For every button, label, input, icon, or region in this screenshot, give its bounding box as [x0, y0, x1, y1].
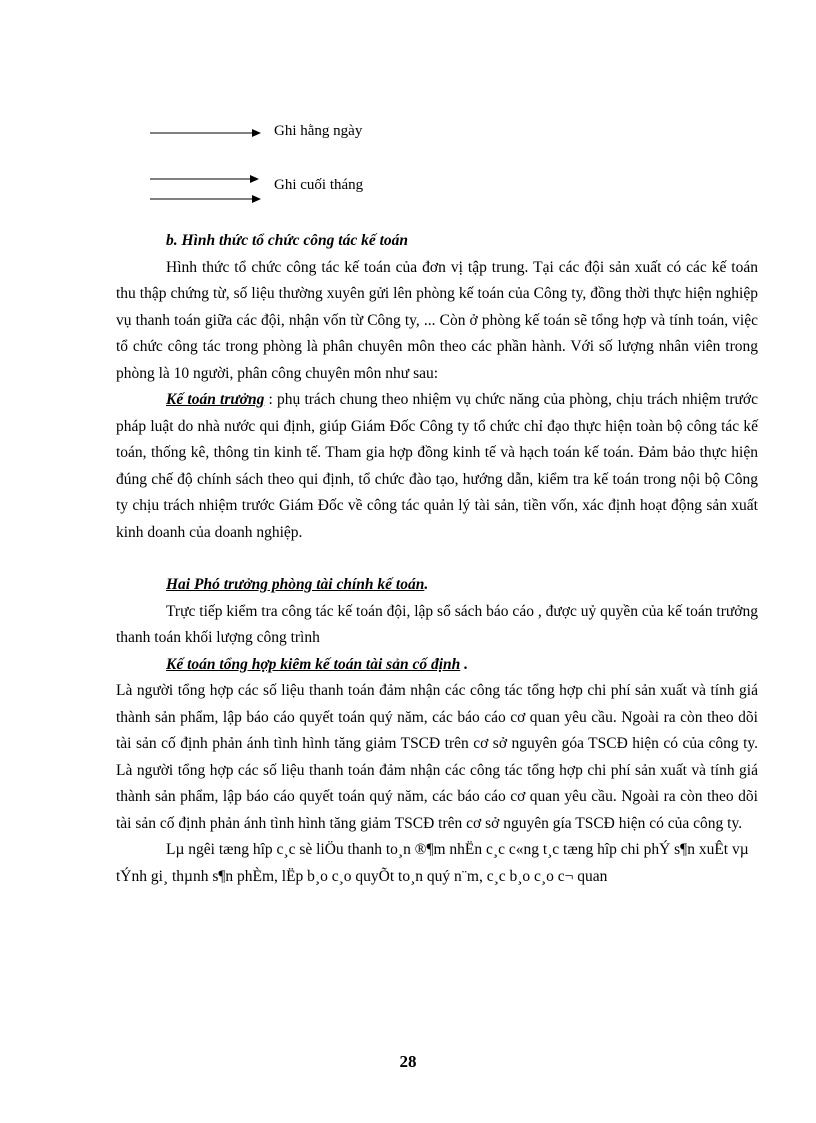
chief-accountant-title: Kế toán trưởng: [166, 391, 265, 408]
general-accountant-title-suffix: .: [460, 655, 469, 673]
section-b-paragraph: Hình thức tổ chức công tác kế toán của đơn vị tập trung. Tại các đội sản xuất có các kế toán thu thập chứng từ, số liệu thường xuyên gửi lên phòng kế toán của Công ty, đồng thời thực hiện nghiệp vụ thanh toán giữa các đội, nhận vốn từ Công ty, ... Còn ở phòng kế toán sẽ tổng hợp và tính toán, việc tổ chức công tác trong phòng là phân chuyên môn theo các phần hành. Với số lượng nhân viên trong phòng là 10 người, phân công chuyên môn như sau:: [116, 258, 758, 382]
chief-accountant-paragraph: [116, 387, 758, 546]
deputy-title-suffix: .: [424, 576, 429, 593]
deputy-heading: [116, 572, 758, 599]
general-accountant-heading: [116, 652, 758, 679]
single-arrow-icon: [150, 114, 262, 154]
chief-accountant-text: : phụ trách chung theo nhiệm vụ chức năng của phòng, chịu trách nhiệm trước pháp luật do nhà nước qui định, giúp Giám Đốc Công ty tổ chức chỉ đạo thực hiện toàn bộ công tác kế toán, thống kê, thông tin kinh tế. Tham gia hợp đồng kinh tế và hạch toán kế toán. Đảm bảo thực hiện đúng chế độ chính sách theo qui định, tổ chức đào tạo, hướng dẫn, kiểm tra kế toán trong nội bộ Công ty chịu trách nhiệm trước Giám Đốc về công tác quản lý tài sản, tiền vốn, xác định hoạt động sản xuất kinh doanh của doanh nghiệp.: [116, 391, 758, 541]
legend-daily-label: Ghi hằng ngày: [274, 123, 363, 139]
double-arrow-icon: [150, 168, 262, 208]
deputy-title: Hai Phó trưởng phòng tài chính kế toán: [166, 576, 425, 593]
deputy-paragraph: Trực tiếp kiểm tra công tác kế toán đội, lập sổ sách báo cáo , được uỷ quyền của kế toán trưởng thanh toán khối lượng công trình: [116, 602, 758, 646]
general-accountant-paragraph: Là người tổng hợp các số liệu thanh toán đảm nhận các công tác tổng hợp chi phí sản xuất và tính giá thành sản phẩm, lập báo cáo quyết toán quý năm, các báo cáo cơ quan yêu cầu. Ngoài ra còn theo dõi tài sản cố định phản ánh tình hình tăng giảm TSCĐ trên cơ sở nguyên góa TSCĐ hiện có của công ty. Là người tổng hợp các số liệu thanh toán đảm nhận các công tác tổng hợp chi phí sản xuất và tính giá thành sản phẩm, lập báo cáo quyết toán quý năm, các báo cáo cơ quan yêu cầu. Ngoài ra còn theo dõi tài sản cố định phản ánh tình hình tăng giảm TSCĐ trên cơ sở nguyên gía TSCĐ hiện có của công ty.: [116, 682, 758, 832]
general-accountant-title: Kế toán tổng hợp kiêm kế toán tài sản cố định: [166, 655, 461, 673]
document-body: [116, 228, 758, 890]
legend-monthly-label: Ghi cuối tháng: [274, 177, 364, 193]
section-b-heading: b. Hình thức tổ chức công tác kế toán: [166, 232, 409, 249]
garbled-paragraph: Lµ ngêi tæng hîp c¸c sè liÖu thanh to¸n ®¶m nhËn c¸c c«ng t¸c tæng hîp chi phÝ s¶n xuÊt vµ tÝnh gi¸ thµnh s¶n phÈm, lËp b¸o c¸o quyÕt to¸n quý n¨m, c¸c b¸o c¸o c¬ quan: [116, 841, 749, 885]
page-number: 28: [399, 1052, 417, 1071]
